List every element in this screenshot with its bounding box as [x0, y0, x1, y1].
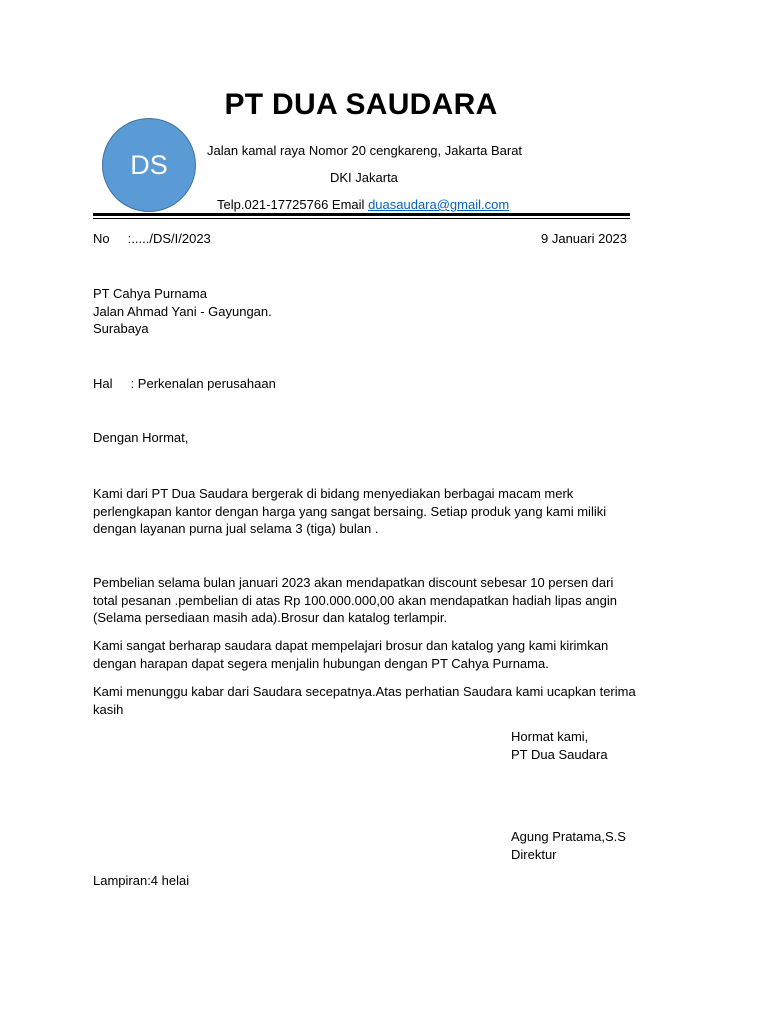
address-line-2: DKI Jakarta [330, 170, 398, 185]
paragraph-line: dengan harapan dapat segera menjalin hubungan dengan PT Cahya Purnama. [93, 655, 549, 671]
signer-title: Direktur [511, 846, 557, 862]
address-line-1: Jalan kamal raya Nomor 20 cengkareng, Jakarta Barat [207, 143, 523, 158]
paragraph-line: Kami sangat berharap saudara dapat mempelajari brosur dan katalog yang kami kirimkan [93, 638, 609, 653]
header-divider-thin [93, 218, 630, 219]
contact-phone: Telp.021-17725766 Email [217, 197, 369, 212]
paragraph-line: Kami menunggu kabar dari Saudara secepatnya.Atas perhatian Saudara kami ucapkan terima [93, 684, 636, 699]
recipient-street: Jalan Ahmad Yani - Gayungan. [93, 303, 272, 319]
paragraph-line: total pesanan .pembelian di atas Rp 100.000.000,00 akan mendapatkan hadiah lipas angin [93, 592, 618, 608]
company-logo [102, 118, 196, 212]
company-name: PT DUA SAUDARA [224, 88, 498, 121]
header-divider-thick [93, 213, 630, 216]
paragraph-line: perlengkapan kantor dengan harga yang sangat bersaing. Setiap produk yang kami miliki [93, 503, 607, 519]
paragraph-line: Kami dari PT Dua Saudara bergerak di bidang menyediakan berbagai macam merk [93, 486, 574, 501]
attachment-note: Lampiran:4 helai [93, 873, 190, 888]
paragraph-line: (Selama persediaan masih ada).Brosur dan katalog terlampir. [93, 610, 448, 625]
closing-company: PT Dua Saudara [511, 746, 608, 762]
body-paragraph-4 [93, 683, 636, 718]
signature-block [511, 828, 711, 863]
logo-text: DS [130, 149, 168, 180]
letter-subject: Hal : Perkenalan perusahaan [93, 376, 276, 391]
paragraph-line: kasih [93, 701, 124, 717]
letter-date: 9 Januari 2023 [541, 231, 628, 246]
recipient-block [93, 285, 633, 338]
body-paragraph-3 [93, 637, 633, 672]
body-paragraph-1 [93, 485, 633, 538]
letter-number: No :...../DS/I/2023 [93, 231, 211, 246]
paragraph-line: dengan layanan purna jual selama 3 (tiga) bulan . [93, 521, 379, 536]
paragraph-line: Pembelian selama bulan januari 2023 akan mendapatkan discount sebesar 10 persen dari [93, 575, 614, 590]
greeting: Dengan Hormat, [93, 430, 189, 445]
contact-line [217, 197, 509, 212]
closing-block [511, 728, 711, 763]
closing-salutation: Hormat kami, [511, 729, 589, 744]
recipient-city: Surabaya [93, 321, 149, 336]
body-paragraph-2 [93, 574, 633, 627]
signer-name: Agung Pratama,S.S [511, 829, 626, 844]
email-link[interactable]: duasaudara@gmail.com [368, 197, 510, 212]
recipient-name: PT Cahya Purnama [93, 286, 207, 301]
